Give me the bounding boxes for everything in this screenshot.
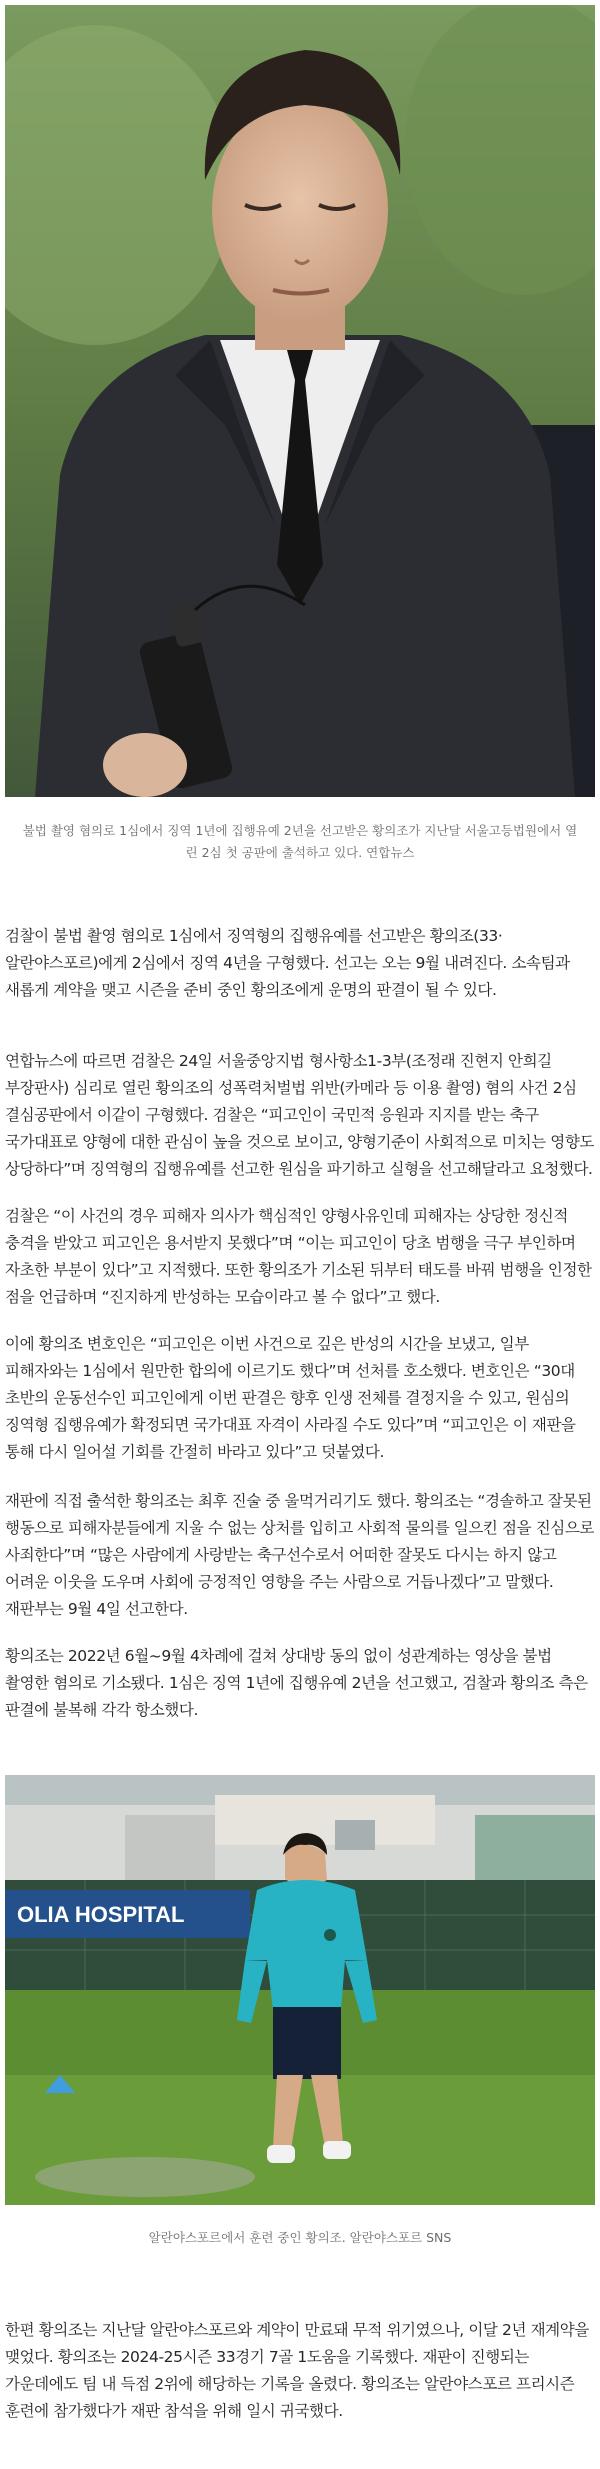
article-paragraph-1: 검찰이 불법 촬영 혐의로 1심에서 징역형의 집행유예를 선고받은 황의조(33·알란야스포르)에게 2심에서 징역 4년을 구형했다. 선고는 오는 9월 내려진다. 소속팀과 새롭게 계약을 맺고 시즌을 준비 중인 황의조에게 운명의 판결이 될 수 있다. [5, 927, 570, 999]
article-paragraph-2: 연합뉴스에 따르면 검찰은 24일 서울중앙지법 형사항소1-3부(조정래 진현지 안희길 부장판사) 심리로 열린 황의조의 성폭력처벌법 위반(카메라 등 이용 촬영) 혐의 사건 2심 결심공판에서 이같이 구형했다. 검찰은 “피고인이 국민적 응원과 지지를 받는 축구 국가대표로 양형에 대한 관심이 높을 것으로 보이고, 양형기준이 사회적으로 미치는 영향도 상당하다”며 징역형의 집행유예를 선고한 원심을 파기하고 실형을 선고해달라고 요청했다. [5, 1052, 595, 1178]
court-photo-illustration [5, 5, 595, 797]
article-paragraph-4: 이에 황의조 변호인은 “피고인은 이번 사건으로 깊은 반성의 시간을 보냈고, 일부 피해자와는 1심에서 원만한 합의에 이르기도 했다”며 선처를 호소했다. 변호인은 “30대 초반의 운동선수인 피고인에게 이번 판결은 향후 인생 전체를 결정지을 수 있고, 원심의 징역형 집행유예가 확정되면 국가대표 자격이 사라질 수도 있다”며 “피고인은 이 재판을 통해 다시 일어설 기회를 간절히 바라고 있다”고 덧붙였다. [5, 1335, 576, 1461]
court-photo [5, 5, 595, 797]
article-paragraph-7: 한편 황의조는 지난달 알란야스포르와 계약이 만료돼 무적 위기였으나, 이달 2년 재계약을 맺었다. 황의조는 2024-25시즌 33경기 7골 1도움을 기록했다. 재판이 진행되는 가운데에도 팀 내 득점 2위에 해당하는 기록을 올렸다. 황의조는 알란야스포르 프리시즌 훈련에 참가했다가 재판 참석을 위해 일시 귀국했다. [5, 2321, 589, 2420]
banner-text: OLIA HOSPITAL [17, 1902, 185, 1927]
article-paragraph-6: 황의조는 2022년 6월~9월 4차례에 걸쳐 상대방 동의 없이 성관계하는 영상을 불법 촬영한 혐의로 기소됐다. 1심은 징역 1년에 집행유예 2년을 선고했고, 검찰과 황의조 측은 판결에 불복해 각각 항소했다. [5, 1647, 588, 1719]
photo-caption: 불법 촬영 혐의로 1심에서 징역 1년에 집행유예 2년을 선고받은 황의조가 지난달 서울고등법원에서 열린 2심 첫 공판에 출석하고 있다. 연합뉴스 [22, 823, 578, 860]
article-paragraph-5: 재판에 직접 출석한 황의조는 최후 진술 중 울먹거리기도 했다. 황의조는 “경솔하고 잘못된 행동으로 피해자분들에게 지울 수 없는 상처를 입히고 사회적 물의를 일으킨 점을 진심으로 사죄한다”며 “많은 사람에게 사랑받는 축구선수로서 어떠한 잘못도 다시는 하지 않고 어려운 이웃을 도우며 사회에 긍정적인 영향을 주는 사람으로 거듭나겠다”고 말했다. 재판부는 9월 4일 선고한다. [5, 1492, 595, 1618]
training-photo-illustration [5, 1775, 595, 2205]
article-paragraph-3: 검찰은 “이 사건의 경우 피해자 의사가 핵심적인 양형사유인데 피해자는 상당한 정신적 충격을 받았고 피고인은 용서받지 못했다”며 “이는 피고인이 당초 범행을 극구 부인하며 자초한 부분이 있다”고 지적했다. 또한 황의조가 기소된 뒤부터 태도를 바꿔 범행을 인정한 점을 언급하며 “진지하게 반성하는 모습이라고 볼 수 없다”고 했다. [5, 1207, 592, 1306]
photo-caption-2: 알란야스포르에서 훈련 중인 황의조. 알란야스포르 SNS [148, 2230, 452, 2245]
training-photo [5, 1775, 595, 2205]
